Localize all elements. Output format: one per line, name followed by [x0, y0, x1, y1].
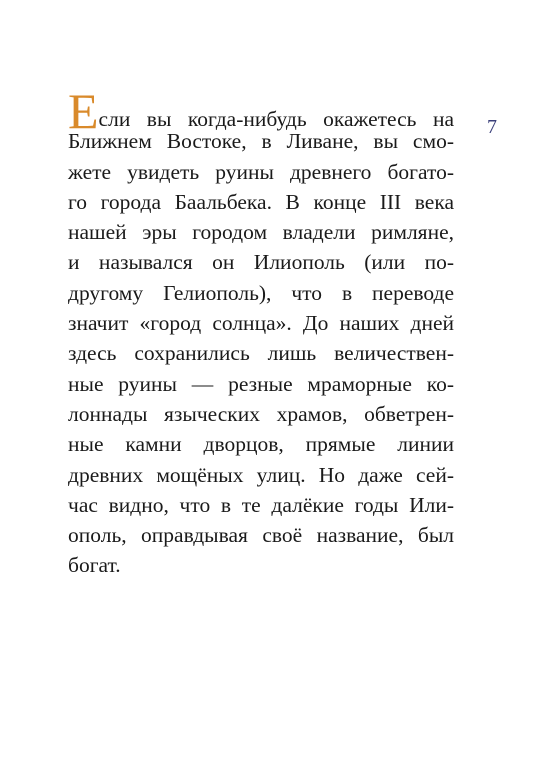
paragraph-line-13: древних мощёных улиц. Но даже сей-	[68, 462, 454, 487]
paragraph-line-text: сли вы когда-нибудь окажетесь на	[98, 107, 454, 131]
paragraph-line-4: го города Баальбека. В конце III века	[68, 189, 454, 214]
paragraph-line-12: ные камни дворцов, прямые линии	[68, 432, 454, 457]
paragraph-line-15: ополь, оправдывая своё название, был	[68, 523, 454, 548]
paragraph-line-6: и назывался он Илиополь (или по-	[68, 250, 454, 275]
paragraph-line-3: жете увидеть руины древнего богато-	[68, 159, 454, 184]
page-number: 7	[487, 116, 497, 138]
paragraph-line-10: ные руины — резные мраморные ко-	[68, 371, 454, 396]
paragraph-line-7: другому Гелиополь), что в переводе	[68, 280, 454, 305]
main-paragraph	[68, 83, 454, 581]
paragraph-line-2: Ближнем Востоке, в Ливане, вы смо-	[68, 129, 454, 154]
paragraph-line-16: богат.	[68, 553, 121, 578]
paragraph-line-11: лоннады языческих храмов, обветрен-	[68, 401, 454, 426]
paragraph-line-9: здесь сохранились лишь величествен-	[68, 341, 454, 366]
paragraph-line-8: значит «город солнца». До наших дней	[68, 311, 454, 336]
drop-cap-letter: Е	[68, 83, 99, 139]
paragraph-line-1	[68, 83, 454, 139]
paragraph-line-14: час видно, что в те далёкие годы Или-	[68, 492, 454, 517]
paragraph-line-5: нашей эры городом владели римляне,	[68, 220, 454, 245]
